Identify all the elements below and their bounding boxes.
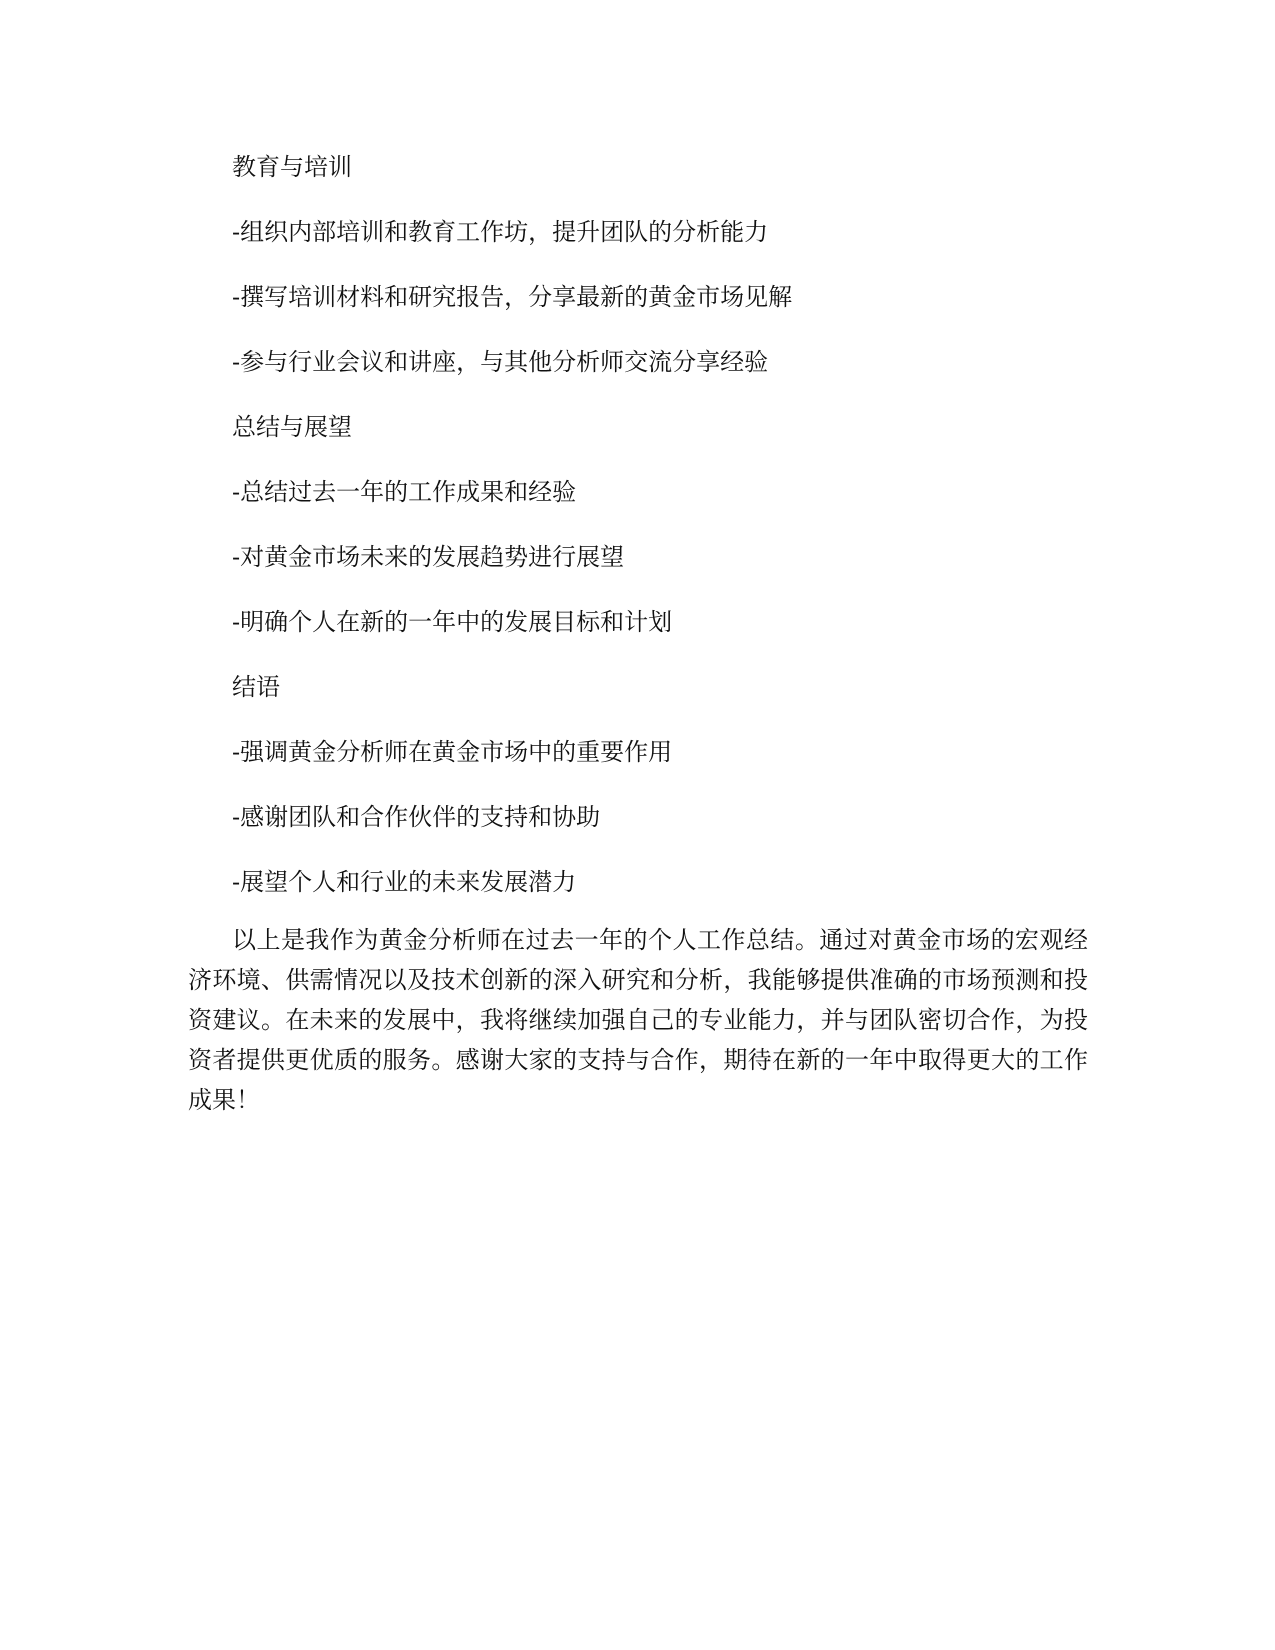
section-heading-education: 教育与培训 (232, 153, 352, 181)
list-item: -撰写培训材料和研究报告，分享最新的黄金市场见解 (232, 283, 793, 311)
section-heading-summary: 总结与展望 (232, 413, 352, 441)
list-item: -总结过去一年的工作成果和经验 (232, 478, 577, 506)
list-item: -明确个人在新的一年中的发展目标和计划 (232, 608, 673, 636)
section-heading-conclusion: 结语 (232, 673, 280, 701)
list-item: -感谢团队和合作伙伴的支持和协助 (232, 803, 601, 831)
list-item: -强调黄金分析师在黄金市场中的重要作用 (232, 738, 673, 766)
document-body (188, 150, 1088, 1120)
list-item: -组织内部培训和教育工作坊，提升团队的分析能力 (232, 218, 769, 246)
list-item: -展望个人和行业的未来发展潜力 (232, 868, 577, 896)
closing-paragraph: 以上是我作为黄金分析师在过去一年的个人工作总结。通过对黄金市场的宏观经济环境、供需情况以及技术创新的深入研究和分析，我能够提供准确的市场预测和投资建议。在未来的发展中，我将继续加强自己的专业能力，并与团队密切合作，为投资者提供更优质的服务。感谢大家的支持与合作，期待在新的一年中取得更大的工作成果！ (188, 926, 1088, 1114)
list-item: -参与行业会议和讲座，与其他分析师交流分享经验 (232, 348, 769, 376)
list-item: -对黄金市场未来的发展趋势进行展望 (232, 543, 625, 571)
